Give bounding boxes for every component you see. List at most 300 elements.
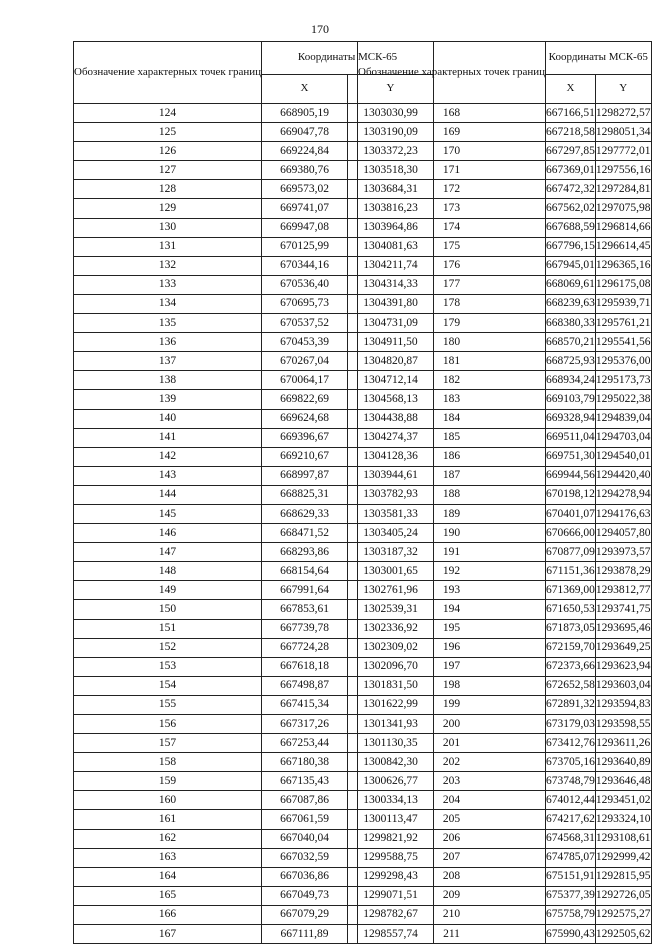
x-coordinate-cell: 670453,39 xyxy=(262,333,348,352)
y-coordinate-cell: 1302761,96 xyxy=(348,581,434,600)
table-row xyxy=(358,753,652,772)
point-number-cell: 149 xyxy=(74,581,262,600)
point-number-cell: 159 xyxy=(74,772,262,791)
y-coordinate-cell: 1300626,77 xyxy=(348,772,434,791)
point-number-cell: 178 xyxy=(358,294,546,313)
point-number-cell: 127 xyxy=(74,161,262,180)
y-coordinate-cell: 1302096,70 xyxy=(348,657,434,676)
y-coordinate-cell: 1299821,92 xyxy=(348,829,434,848)
point-number-cell: 153 xyxy=(74,657,262,676)
y-coordinate-cell: 1300113,47 xyxy=(348,810,434,829)
y-coordinate-cell: 1303944,61 xyxy=(348,466,434,485)
y-coordinate-cell: 1301341,93 xyxy=(348,715,434,734)
point-number-cell: 150 xyxy=(74,600,262,619)
x-coordinate-cell: 670536,40 xyxy=(262,275,348,294)
x-coordinate-cell: 670198,12 xyxy=(546,485,596,504)
y-coordinate-cell: 1304274,37 xyxy=(348,428,434,447)
point-number-cell: 166 xyxy=(74,905,262,924)
y-coordinate-cell: 1295376,00 xyxy=(595,352,651,371)
y-coordinate-cell: 1295541,56 xyxy=(595,333,651,352)
y-coordinate-cell: 1297772,01 xyxy=(595,142,651,161)
point-number-cell: 180 xyxy=(358,333,546,352)
x-coordinate-cell: 667853,61 xyxy=(262,600,348,619)
x-coordinate-cell: 667111,89 xyxy=(262,925,348,944)
x-coordinate-cell: 667297,85 xyxy=(546,142,596,161)
point-number-cell: 143 xyxy=(74,466,262,485)
point-number-cell: 126 xyxy=(74,142,262,161)
point-number-cell: 191 xyxy=(358,543,546,562)
point-number-cell: 176 xyxy=(358,256,546,275)
y-coordinate-cell: 1294703,04 xyxy=(595,428,651,447)
point-number-cell: 204 xyxy=(358,791,546,810)
table-row xyxy=(358,657,652,676)
x-coordinate-cell: 671873,05 xyxy=(546,619,596,638)
point-number-cell: 151 xyxy=(74,619,262,638)
y-coordinate-cell: 1299071,51 xyxy=(348,886,434,905)
x-coordinate-cell: 667061,59 xyxy=(262,810,348,829)
x-coordinate-cell: 669328,94 xyxy=(546,409,596,428)
y-coordinate-cell: 1297284,81 xyxy=(595,180,651,199)
y-coordinate-cell: 1301831,50 xyxy=(348,676,434,695)
x-coordinate-cell: 668069,61 xyxy=(546,275,596,294)
point-label-header: Обозначение характерных точек границ xyxy=(74,42,262,104)
x-coordinate-cell: 672652,58 xyxy=(546,676,596,695)
point-number-cell: 181 xyxy=(358,352,546,371)
x-coordinate-cell: 675990,43 xyxy=(546,925,596,944)
x-coordinate-cell: 670344,16 xyxy=(262,256,348,275)
x-coordinate-cell: 671151,36 xyxy=(546,562,596,581)
point-number-cell: 190 xyxy=(358,524,546,543)
y-coordinate-cell: 1293646,48 xyxy=(595,772,651,791)
table-row xyxy=(358,104,652,123)
point-number-cell: 138 xyxy=(74,371,262,390)
x-coordinate-cell: 668629,33 xyxy=(262,504,348,523)
point-number-cell: 202 xyxy=(358,753,546,772)
point-number-cell: 173 xyxy=(358,199,546,218)
point-number-cell: 172 xyxy=(358,180,546,199)
x-coordinate-cell: 667945,01 xyxy=(546,256,596,275)
point-number-cell: 133 xyxy=(74,275,262,294)
x-header: X xyxy=(546,75,596,104)
x-coordinate-cell: 674785,07 xyxy=(546,848,596,867)
point-number-cell: 136 xyxy=(74,333,262,352)
table-row xyxy=(358,810,652,829)
x-coordinate-cell: 668825,31 xyxy=(262,485,348,504)
table-row xyxy=(358,543,652,562)
table-row xyxy=(358,886,652,905)
point-number-cell: 168 xyxy=(358,104,546,123)
x-coordinate-cell: 669047,78 xyxy=(262,123,348,142)
y-coordinate-cell: 1303187,32 xyxy=(348,543,434,562)
table-row xyxy=(358,447,652,466)
y-coordinate-cell: 1304712,14 xyxy=(348,371,434,390)
table-row xyxy=(358,925,652,944)
table-row xyxy=(358,734,652,753)
y-coordinate-cell: 1292999,42 xyxy=(595,848,651,867)
x-coordinate-cell: 668934,24 xyxy=(546,371,596,390)
x-coordinate-cell: 669944,56 xyxy=(546,466,596,485)
point-number-cell: 146 xyxy=(74,524,262,543)
point-number-cell: 142 xyxy=(74,447,262,466)
point-number-cell: 161 xyxy=(74,810,262,829)
y-coordinate-cell: 1292815,95 xyxy=(595,867,651,886)
point-number-cell: 154 xyxy=(74,676,262,695)
y-coordinate-cell: 1298051,34 xyxy=(595,123,651,142)
x-coordinate-cell: 671369,00 xyxy=(546,581,596,600)
table-row xyxy=(358,390,652,409)
point-number-cell: 170 xyxy=(358,142,546,161)
y-coordinate-cell: 1295173,73 xyxy=(595,371,651,390)
x-coordinate-cell: 670401,07 xyxy=(546,504,596,523)
y-coordinate-cell: 1304391,80 xyxy=(348,294,434,313)
x-coordinate-cell: 670537,52 xyxy=(262,314,348,333)
table-row xyxy=(358,715,652,734)
point-number-cell: 182 xyxy=(358,371,546,390)
x-coordinate-cell: 667472,32 xyxy=(546,180,596,199)
table-row xyxy=(358,829,652,848)
table-row xyxy=(358,638,652,657)
point-number-cell: 158 xyxy=(74,753,262,772)
x-coordinate-cell: 667040,04 xyxy=(262,829,348,848)
point-number-cell: 131 xyxy=(74,237,262,256)
x-coordinate-cell: 667036,86 xyxy=(262,867,348,886)
point-number-cell: 203 xyxy=(358,772,546,791)
x-coordinate-cell: 670695,73 xyxy=(262,294,348,313)
x-coordinate-cell: 667498,87 xyxy=(262,676,348,695)
table-row xyxy=(358,237,652,256)
y-coordinate-cell: 1301130,35 xyxy=(348,734,434,753)
point-number-cell: 200 xyxy=(358,715,546,734)
x-coordinate-cell: 670064,17 xyxy=(262,371,348,390)
point-number-cell: 192 xyxy=(358,562,546,581)
x-coordinate-cell: 668725,93 xyxy=(546,352,596,371)
point-number-cell: 141 xyxy=(74,428,262,447)
x-coordinate-cell: 667562,02 xyxy=(546,199,596,218)
x-coordinate-cell: 668997,87 xyxy=(262,466,348,485)
point-number-cell: 211 xyxy=(358,925,546,944)
x-coordinate-cell: 672159,70 xyxy=(546,638,596,657)
x-coordinate-cell: 669380,76 xyxy=(262,161,348,180)
point-number-cell: 171 xyxy=(358,161,546,180)
table-row xyxy=(358,504,652,523)
x-coordinate-cell: 670267,04 xyxy=(262,352,348,371)
x-coordinate-cell: 669624,68 xyxy=(262,409,348,428)
point-number-cell: 199 xyxy=(358,695,546,714)
y-coordinate-cell: 1293640,89 xyxy=(595,753,651,772)
y-coordinate-cell: 1294420,40 xyxy=(595,466,651,485)
x-coordinate-cell: 675758,79 xyxy=(546,905,596,924)
y-coordinate-cell: 1301622,99 xyxy=(348,695,434,714)
y-coordinate-cell: 1304911,50 xyxy=(348,333,434,352)
table-row xyxy=(358,218,652,237)
point-number-cell: 193 xyxy=(358,581,546,600)
point-number-cell: 167 xyxy=(74,925,262,944)
x-coordinate-cell: 667218,58 xyxy=(546,123,596,142)
table-row xyxy=(358,524,652,543)
y-coordinate-cell: 1303581,33 xyxy=(348,504,434,523)
point-number-cell: 160 xyxy=(74,791,262,810)
y-coordinate-cell: 1303372,23 xyxy=(348,142,434,161)
x-coordinate-cell: 669751,30 xyxy=(546,447,596,466)
y-coordinate-cell: 1296814,66 xyxy=(595,218,651,237)
y-coordinate-cell: 1300334,13 xyxy=(348,791,434,810)
y-coordinate-cell: 1292726,05 xyxy=(595,886,651,905)
x-coordinate-cell: 673412,76 xyxy=(546,734,596,753)
y-coordinate-cell: 1294540,01 xyxy=(595,447,651,466)
y-coordinate-cell: 1293598,55 xyxy=(595,715,651,734)
x-coordinate-cell: 669741,07 xyxy=(262,199,348,218)
table-row xyxy=(358,352,652,371)
point-number-cell: 124 xyxy=(74,104,262,123)
x-coordinate-cell: 674012,44 xyxy=(546,791,596,810)
y-coordinate-cell: 1294839,04 xyxy=(595,409,651,428)
x-coordinate-cell: 673748,79 xyxy=(546,772,596,791)
point-number-cell: 208 xyxy=(358,867,546,886)
y-coordinate-cell: 1293324,10 xyxy=(595,810,651,829)
point-number-cell: 209 xyxy=(358,886,546,905)
point-number-cell: 157 xyxy=(74,734,262,753)
y-coordinate-cell: 1304211,74 xyxy=(348,256,434,275)
y-coordinate-cell: 1296365,16 xyxy=(595,256,651,275)
y-coordinate-cell: 1292505,62 xyxy=(595,925,651,944)
y-coordinate-cell: 1298557,74 xyxy=(348,925,434,944)
y-coordinate-cell: 1300842,30 xyxy=(348,753,434,772)
point-number-cell: 134 xyxy=(74,294,262,313)
x-coordinate-cell: 669224,84 xyxy=(262,142,348,161)
point-number-cell: 198 xyxy=(358,676,546,695)
x-coordinate-cell: 667032,59 xyxy=(262,848,348,867)
x-coordinate-cell: 667166,51 xyxy=(546,104,596,123)
table-row xyxy=(358,142,652,161)
x-coordinate-cell: 672373,66 xyxy=(546,657,596,676)
table-row xyxy=(358,294,652,313)
x-coordinate-cell: 668239,63 xyxy=(546,294,596,313)
y-coordinate-cell: 1302539,31 xyxy=(348,600,434,619)
x-coordinate-cell: 667688,59 xyxy=(546,218,596,237)
x-coordinate-cell: 671650,53 xyxy=(546,600,596,619)
table-row xyxy=(358,905,652,924)
x-coordinate-cell: 667079,29 xyxy=(262,905,348,924)
table-row xyxy=(358,199,652,218)
point-number-cell: 165 xyxy=(74,886,262,905)
x-coordinate-cell: 672891,32 xyxy=(546,695,596,714)
y-coordinate-cell: 1302336,92 xyxy=(348,619,434,638)
y-coordinate-cell: 1293812,77 xyxy=(595,581,651,600)
y-coordinate-cell: 1293611,26 xyxy=(595,734,651,753)
point-number-cell: 174 xyxy=(358,218,546,237)
table-row xyxy=(358,256,652,275)
x-coordinate-cell: 670877,09 xyxy=(546,543,596,562)
point-number-cell: 135 xyxy=(74,314,262,333)
point-number-cell: 162 xyxy=(74,829,262,848)
table-row xyxy=(358,619,652,638)
point-number-cell: 125 xyxy=(74,123,262,142)
x-coordinate-cell: 670666,00 xyxy=(546,524,596,543)
coordinates-table-right xyxy=(357,41,652,944)
table-row xyxy=(358,466,652,485)
x-coordinate-cell: 667369,01 xyxy=(546,161,596,180)
x-coordinate-cell: 669573,02 xyxy=(262,180,348,199)
point-number-cell: 197 xyxy=(358,657,546,676)
x-coordinate-cell: 668380,33 xyxy=(546,314,596,333)
x-coordinate-cell: 667415,34 xyxy=(262,695,348,714)
y-coordinate-cell: 1304568,13 xyxy=(348,390,434,409)
point-number-cell: 164 xyxy=(74,867,262,886)
point-number-cell: 144 xyxy=(74,485,262,504)
point-number-cell: 183 xyxy=(358,390,546,409)
y-coordinate-cell: 1304314,33 xyxy=(348,275,434,294)
y-coordinate-cell: 1299298,43 xyxy=(348,867,434,886)
x-coordinate-cell: 669822,69 xyxy=(262,390,348,409)
y-coordinate-cell: 1303782,93 xyxy=(348,485,434,504)
x-coordinate-cell: 668471,52 xyxy=(262,524,348,543)
table-row xyxy=(358,333,652,352)
y-coordinate-cell: 1303405,24 xyxy=(348,524,434,543)
table-row xyxy=(358,772,652,791)
table-row xyxy=(358,695,652,714)
y-coordinate-cell: 1294176,63 xyxy=(595,504,651,523)
y-coordinate-cell: 1293973,57 xyxy=(595,543,651,562)
table-row xyxy=(358,581,652,600)
point-number-cell: 132 xyxy=(74,256,262,275)
table-row xyxy=(358,123,652,142)
point-number-cell: 206 xyxy=(358,829,546,848)
table-row xyxy=(358,161,652,180)
y-coordinate-cell: 1293649,25 xyxy=(595,638,651,657)
y-coordinate-cell: 1293623,94 xyxy=(595,657,651,676)
x-coordinate-cell: 669103,79 xyxy=(546,390,596,409)
point-number-cell: 140 xyxy=(74,409,262,428)
y-coordinate-cell: 1295761,21 xyxy=(595,314,651,333)
x-coordinate-cell: 669396,67 xyxy=(262,428,348,447)
point-number-cell: 185 xyxy=(358,428,546,447)
point-number-cell: 148 xyxy=(74,562,262,581)
x-coordinate-cell: 667317,26 xyxy=(262,715,348,734)
point-number-cell: 169 xyxy=(358,123,546,142)
point-label-header: Обозначение характерных точек границ xyxy=(358,42,546,104)
y-coordinate-cell: 1298272,57 xyxy=(595,104,651,123)
table-row xyxy=(358,180,652,199)
x-coordinate-cell: 668905,19 xyxy=(262,104,348,123)
x-coordinate-cell: 667180,38 xyxy=(262,753,348,772)
x-coordinate-cell: 673705,16 xyxy=(546,753,596,772)
point-number-cell: 155 xyxy=(74,695,262,714)
coords-header: Координаты МСК-65 xyxy=(262,42,434,75)
y-coordinate-cell: 1304081,63 xyxy=(348,237,434,256)
table-row xyxy=(358,562,652,581)
x-coordinate-cell: 667991,64 xyxy=(262,581,348,600)
table-row xyxy=(358,428,652,447)
point-number-cell: 145 xyxy=(74,504,262,523)
point-number-cell: 147 xyxy=(74,543,262,562)
y-coordinate-cell: 1293603,04 xyxy=(595,676,651,695)
point-number-cell: 201 xyxy=(358,734,546,753)
y-header: Y xyxy=(595,75,651,104)
y-coordinate-cell: 1303190,09 xyxy=(348,123,434,142)
y-coordinate-cell: 1303030,99 xyxy=(348,104,434,123)
table-row xyxy=(358,314,652,333)
x-coordinate-cell: 667796,15 xyxy=(546,237,596,256)
x-coordinate-cell: 674217,62 xyxy=(546,810,596,829)
y-coordinate-cell: 1296175,08 xyxy=(595,275,651,294)
point-number-cell: 179 xyxy=(358,314,546,333)
y-coordinate-cell: 1303684,31 xyxy=(348,180,434,199)
x-coordinate-cell: 669210,67 xyxy=(262,447,348,466)
y-coordinate-cell: 1293451,02 xyxy=(595,791,651,810)
x-coordinate-cell: 667049,73 xyxy=(262,886,348,905)
point-number-cell: 195 xyxy=(358,619,546,638)
point-number-cell: 184 xyxy=(358,409,546,428)
y-coordinate-cell: 1304820,87 xyxy=(348,352,434,371)
x-header: X xyxy=(262,75,348,104)
point-number-cell: 194 xyxy=(358,600,546,619)
y-coordinate-cell: 1293594,83 xyxy=(595,695,651,714)
x-coordinate-cell: 670125,99 xyxy=(262,237,348,256)
point-number-cell: 210 xyxy=(358,905,546,924)
point-number-cell: 177 xyxy=(358,275,546,294)
y-coordinate-cell: 1303816,23 xyxy=(348,199,434,218)
y-coordinate-cell: 1302309,02 xyxy=(348,638,434,657)
page-number: 170 xyxy=(311,22,329,36)
point-number-cell: 163 xyxy=(74,848,262,867)
x-coordinate-cell: 668154,64 xyxy=(262,562,348,581)
y-coordinate-cell: 1297075,98 xyxy=(595,199,651,218)
x-coordinate-cell: 673179,03 xyxy=(546,715,596,734)
point-number-cell: 189 xyxy=(358,504,546,523)
x-coordinate-cell: 667618,18 xyxy=(262,657,348,676)
point-number-cell: 186 xyxy=(358,447,546,466)
point-number-cell: 128 xyxy=(74,180,262,199)
y-coordinate-cell: 1303001,65 xyxy=(348,562,434,581)
table-row xyxy=(358,371,652,390)
y-coordinate-cell: 1298782,67 xyxy=(348,905,434,924)
point-number-cell: 175 xyxy=(358,237,546,256)
table-row xyxy=(358,848,652,867)
y-coordinate-cell: 1296614,45 xyxy=(595,237,651,256)
y-coordinate-cell: 1292575,27 xyxy=(595,905,651,924)
point-number-cell: 196 xyxy=(358,638,546,657)
point-number-cell: 207 xyxy=(358,848,546,867)
y-coordinate-cell: 1304731,09 xyxy=(348,314,434,333)
table-row xyxy=(358,485,652,504)
x-coordinate-cell: 668293,86 xyxy=(262,543,348,562)
point-number-cell: 188 xyxy=(358,485,546,504)
point-number-cell: 130 xyxy=(74,218,262,237)
y-coordinate-cell: 1299588,75 xyxy=(348,848,434,867)
x-coordinate-cell: 667739,78 xyxy=(262,619,348,638)
coords-header: Координаты МСК-65 xyxy=(546,42,652,75)
point-number-cell: 129 xyxy=(74,199,262,218)
table-row xyxy=(358,600,652,619)
point-number-cell: 156 xyxy=(74,715,262,734)
y-coordinate-cell: 1294278,94 xyxy=(595,485,651,504)
table-row xyxy=(358,409,652,428)
x-coordinate-cell: 668570,21 xyxy=(546,333,596,352)
table-row xyxy=(358,676,652,695)
y-header: Y xyxy=(348,75,434,104)
table-row xyxy=(358,275,652,294)
x-coordinate-cell: 674568,31 xyxy=(546,829,596,848)
point-number-cell: 139 xyxy=(74,390,262,409)
point-number-cell: 137 xyxy=(74,352,262,371)
x-coordinate-cell: 675377,39 xyxy=(546,886,596,905)
x-coordinate-cell: 667135,43 xyxy=(262,772,348,791)
point-number-cell: 152 xyxy=(74,638,262,657)
y-coordinate-cell: 1293878,29 xyxy=(595,562,651,581)
x-coordinate-cell: 669947,08 xyxy=(262,218,348,237)
y-coordinate-cell: 1304438,88 xyxy=(348,409,434,428)
x-coordinate-cell: 667724,28 xyxy=(262,638,348,657)
